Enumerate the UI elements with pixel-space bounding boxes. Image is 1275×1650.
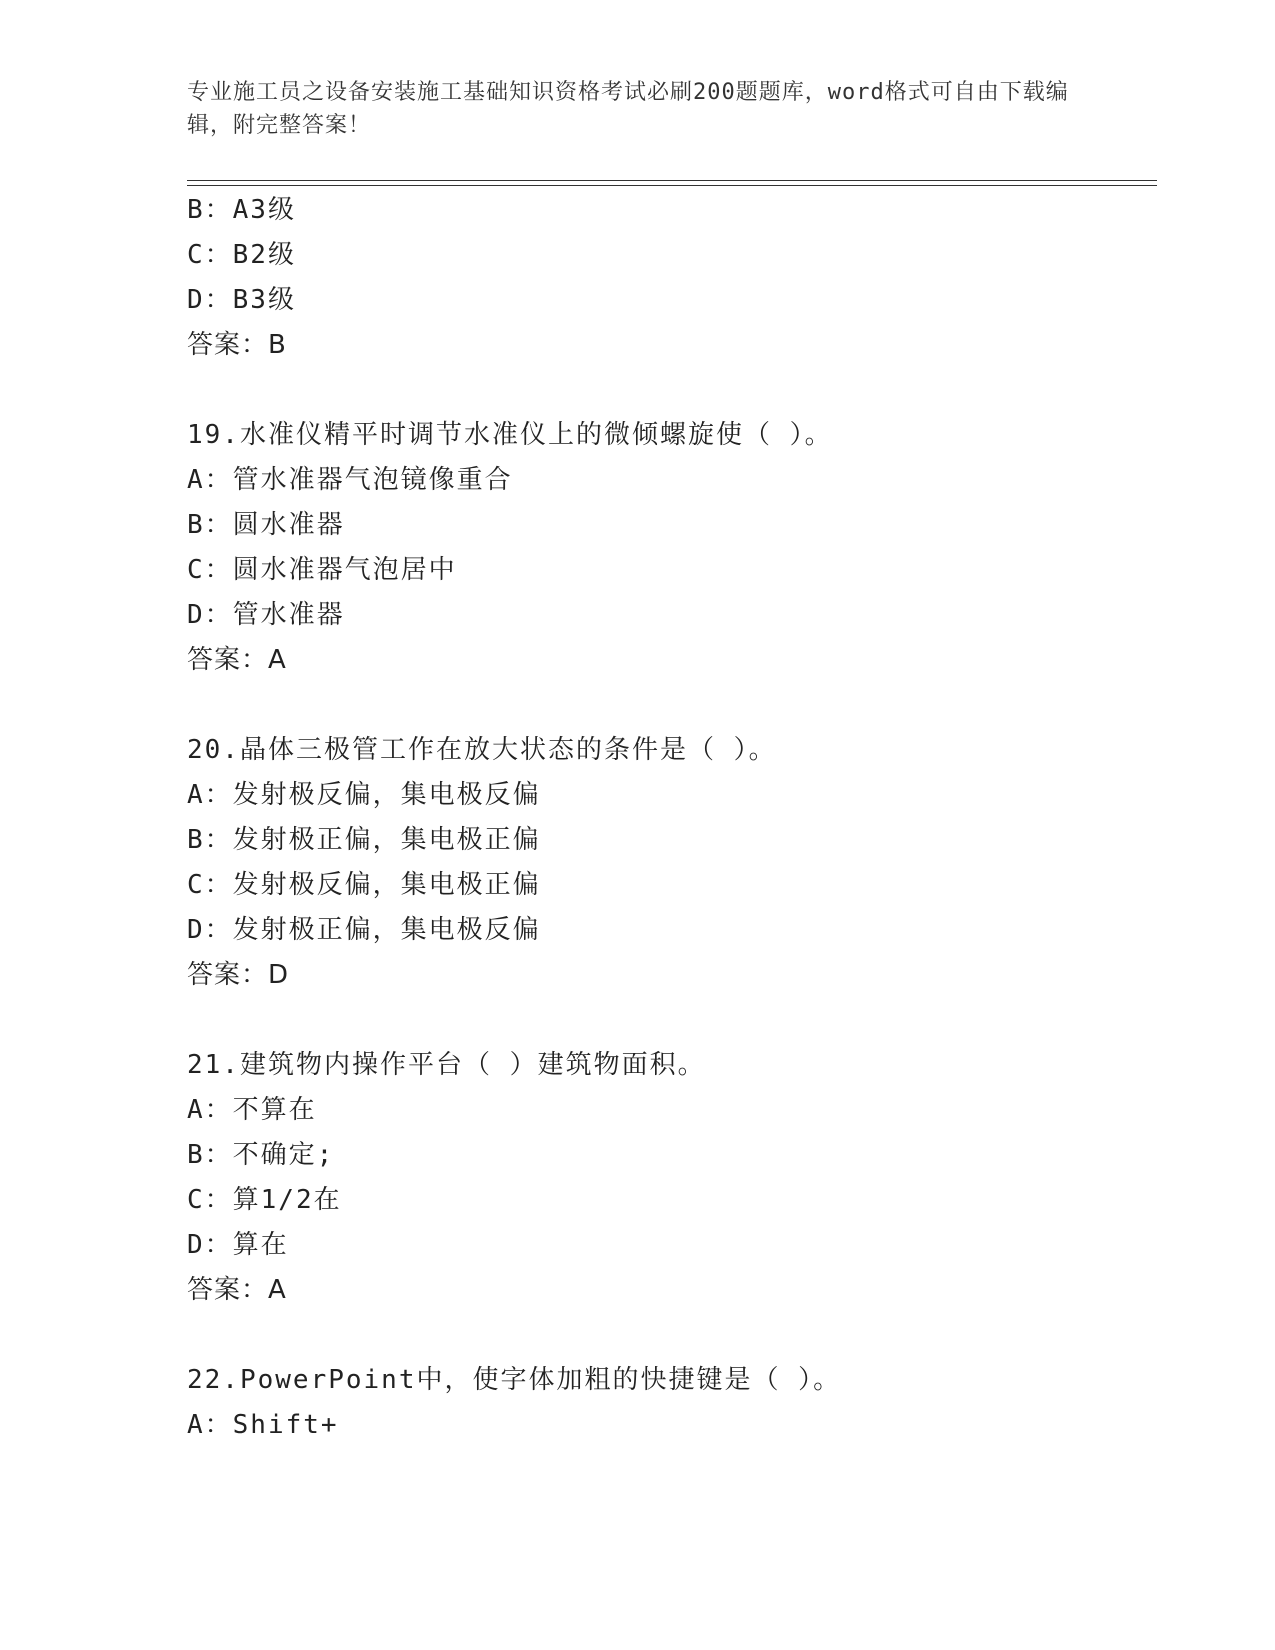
- document-header: 专业施工员之设备安装施工基础知识资格考试必刷200题题库，word格式可自由下载编辑，附完整答案！: [187, 80, 1069, 138]
- q20-option-c: C：发射极反偏，集电极正偏: [187, 870, 541, 900]
- q22-question: 22.PowerPoint中，使字体加粗的快捷键是（ ）。: [187, 1365, 842, 1395]
- q20-option-b: B：发射极正偏，集电极正偏: [187, 825, 541, 855]
- q20-question: 20.晶体三极管工作在放大状态的条件是（ ）。: [187, 735, 777, 765]
- header-divider-top: [187, 180, 1157, 181]
- q21-answer: 答案：A: [187, 1275, 287, 1305]
- q18-option-b: B：A3级: [187, 195, 296, 225]
- q21-question: 21.建筑物内操作平台（ ）建筑物面积。: [187, 1050, 706, 1080]
- q21-option-c: C：算1/2在: [187, 1185, 342, 1215]
- q19-option-a: A：管水准器气泡镜像重合: [187, 465, 513, 495]
- q19-answer: 答案：A: [187, 645, 287, 675]
- q20-option-a: A：发射极反偏，集电极反偏: [187, 780, 541, 810]
- q19-option-b: B：圆水准器: [187, 510, 345, 540]
- q21-option-b: B：不确定;: [187, 1140, 335, 1170]
- q18-answer: 答案：B: [187, 330, 287, 360]
- q20-option-d: D：发射极正偏，集电极反偏: [187, 915, 541, 945]
- q21-option-a: A：不算在: [187, 1095, 317, 1125]
- q19-question: 19.水准仪精平时调节水准仪上的微倾螺旋使（ ）。: [187, 420, 833, 450]
- q19-option-c: C：圆水准器气泡居中: [187, 555, 457, 585]
- q21-option-d: D：算在: [187, 1230, 289, 1260]
- q19-option-d: D：管水准器: [187, 600, 345, 630]
- header-divider-bottom: [187, 185, 1157, 186]
- q22-option-a: A：Shift+: [187, 1410, 339, 1440]
- q20-answer: 答案：D: [187, 960, 290, 990]
- q18-option-c: C：B2级: [187, 240, 296, 270]
- q18-option-d: D：B3级: [187, 285, 296, 315]
